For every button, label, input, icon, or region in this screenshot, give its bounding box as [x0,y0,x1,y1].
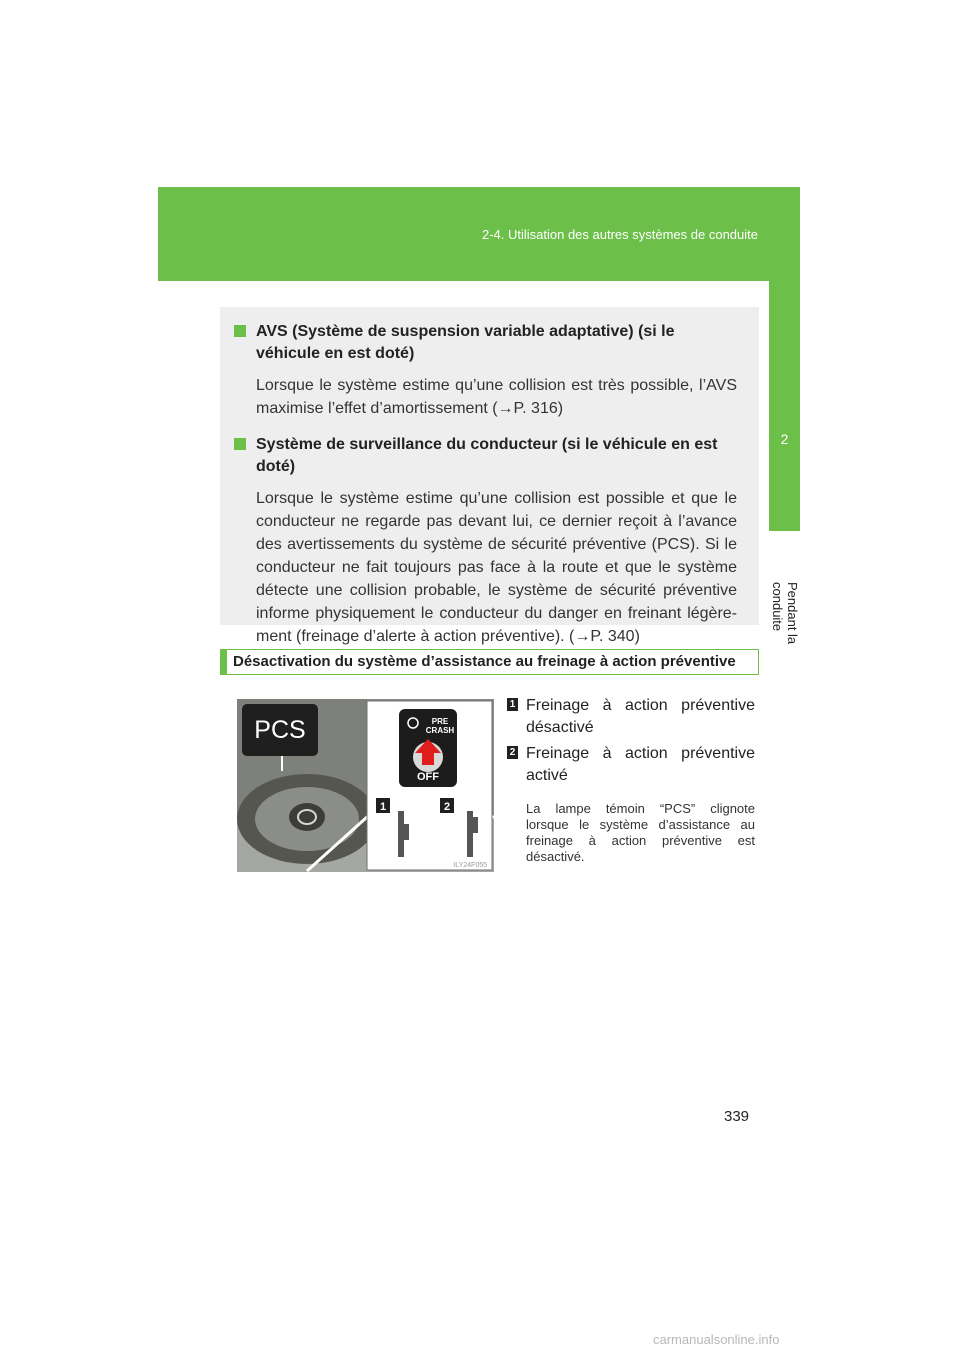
chapter-label: Pendant la conduite [770,582,800,645]
svg-text:2: 2 [443,801,451,813]
note-text: La lampe témoin “PCS” clignote lorsque le système d’assistance au freinage à action préventive est désactivé. [526,801,755,864]
pcs-label: PCS [254,716,306,744]
header-band [158,187,800,281]
section-heading: Désactivation du système d’assistance au freinage à action préventive [220,649,759,675]
number-badge: 1 [507,698,518,711]
info-title-avs: AVS (Système de suspension variable adaptative) (si le véhicule en est doté) [234,321,737,365]
chapter-number: 2 [780,431,789,447]
state-list [507,695,755,865]
svg-text:CRASH: CRASH [425,726,455,735]
chapter-tab [769,281,800,531]
info-body-driver-monitor: Lorsque le système estime qu’une collision est possible et que le conducteur ne regarde pas devant lui, ce dernier reçoit à l’avance des avertissements du système de sécurité préventive (PCS). Si le conducteur ne fait toujours pas face à la route et que le système détecte une collision probable, le système de sécurité préventive informe physiquement le conducteur du danger en freinant légère-ment (freinage d’alerte à action préventive). (→P. 340) [256,490,737,645]
number-badge: 2 [507,746,518,759]
info-box [220,307,759,645]
breadcrumb: 2-4. Utilisation des autres systèmes de conduite [481,227,758,242]
pcs-figure [237,699,494,872]
svg-text:1: 1 [379,801,387,813]
list-item: 2 Freinage à action préventive activé [507,743,755,787]
svg-text:ILY24F055: ILY24F055 [453,862,487,869]
svg-text:PRE: PRE [431,717,449,726]
square-bullet-icon [234,438,246,450]
page-number: 339 [724,1108,750,1125]
square-bullet-icon [234,325,246,337]
list-item: 1 Freinage à action préventive désactivé [507,695,755,739]
footer-watermark: carmanualsonline.info [653,1332,780,1347]
info-title-driver-monitor: Système de surveillance du conducteur (si le véhicule en est doté) [234,434,737,478]
svg-text:OFF: OFF [417,771,439,783]
info-body-avs: Lorsque le système estime qu’une collision est très possible, l’AVS maximise l’effet d’amortissement (→P. 316) [256,377,737,417]
